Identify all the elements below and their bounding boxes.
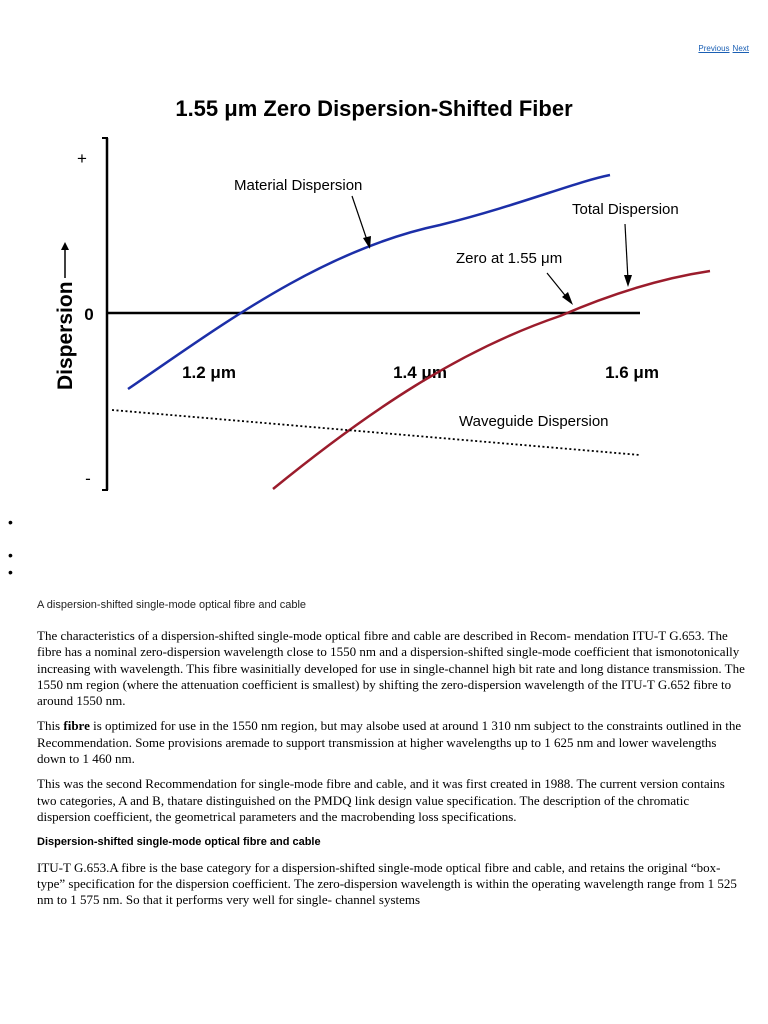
paragraph-2: This fibre is optimized for use in the 1550 nm region, but may alsobe used at around 1 310 nm subject to the constraints outlined in the Recommendation. Some provisions aremade to support transmission at higher wavelengths up to 1 625 nm and lower wavelengths down to 1 460 nm.	[37, 718, 742, 767]
x-tick-1.4: 1.4 μm	[393, 363, 447, 382]
x-tick-1.2: 1.2 μm	[182, 363, 236, 382]
y-axis-label-group	[54, 242, 77, 390]
figure-caption: A dispersion-shifted single-mode optical fibre and cable	[37, 599, 307, 611]
bullet-item: •	[8, 564, 13, 580]
material-arrow	[352, 196, 371, 249]
material-dispersion-label: Material Dispersion	[234, 177, 363, 194]
bullet-item: •	[8, 547, 13, 563]
material-dispersion-curve	[128, 175, 610, 389]
article-body	[37, 628, 745, 917]
paragraph-4: ITU-T G.653.A fibre is the base category for a dispersion-shifted single-mode optical fibre and cable, and retains the original “box-type” specification for the dispersion coefficient. The zero-dispersion wavelength is within the operating wavelength range from 1 525 nm to 1 575 nm. So that it performs very well for single- channel systems	[37, 859, 737, 908]
total-arrow	[624, 224, 632, 287]
top-navigation	[695, 44, 749, 53]
previous-link[interactable]: Previous	[698, 44, 730, 53]
y-plus-label: +	[77, 149, 87, 168]
bold-term: fibre	[63, 718, 90, 734]
zero-arrow	[547, 273, 573, 305]
waveguide-dispersion-label: Waveguide Dispersion	[459, 413, 609, 430]
y-zero-label: 0	[84, 305, 94, 324]
x-tick-1.6: 1.6 μm	[605, 363, 659, 382]
figure-title: 1.55 μm Zero Dispersion-Shifted Fiber	[175, 96, 573, 121]
paragraph-1: The characteristics of a dispersion-shifted single-mode optical fibre and cable are described in Recom- mendation ITU-T G.653. The fibre has a nominal zero-dispersion wavelength close to 1550 nm and a dispersion-shifted single-mode coefficient that ismonotonically increasing with wavelength. This fibre wasinitially developed for use in single-channel high bit rate and long distance transmission. The 1550 nm region (where the attenuation coefficient is smallest) by shifting the zero-dispersion wavelength of the ITU-T G.652 fibre to around 1550 nm.	[37, 628, 745, 709]
next-link[interactable]: Next	[732, 44, 749, 53]
y-axis-label: Dispersion	[54, 281, 77, 390]
bullet-item: •	[8, 514, 13, 530]
total-dispersion-label: Total Dispersion	[572, 201, 679, 218]
dispersion-figure	[0, 80, 768, 500]
section-heading: Dispersion-shifted single-mode optical fibre and cable	[37, 836, 321, 849]
zero-at-label: Zero at 1.55 μm	[456, 250, 563, 267]
y-axis-arrow-head	[61, 242, 69, 250]
y-minus-label: -	[85, 469, 91, 488]
paragraph-3: This was the second Recommendation for single-mode fibre and cable, and it was first created in 1988. The current version contains two categories, A and B, thatare distinguished on the PMDQ link design value specification. The description of the chromatic dispersion coefficient, the geometrical parameters and the macrobending loss specifications.	[37, 776, 725, 824]
